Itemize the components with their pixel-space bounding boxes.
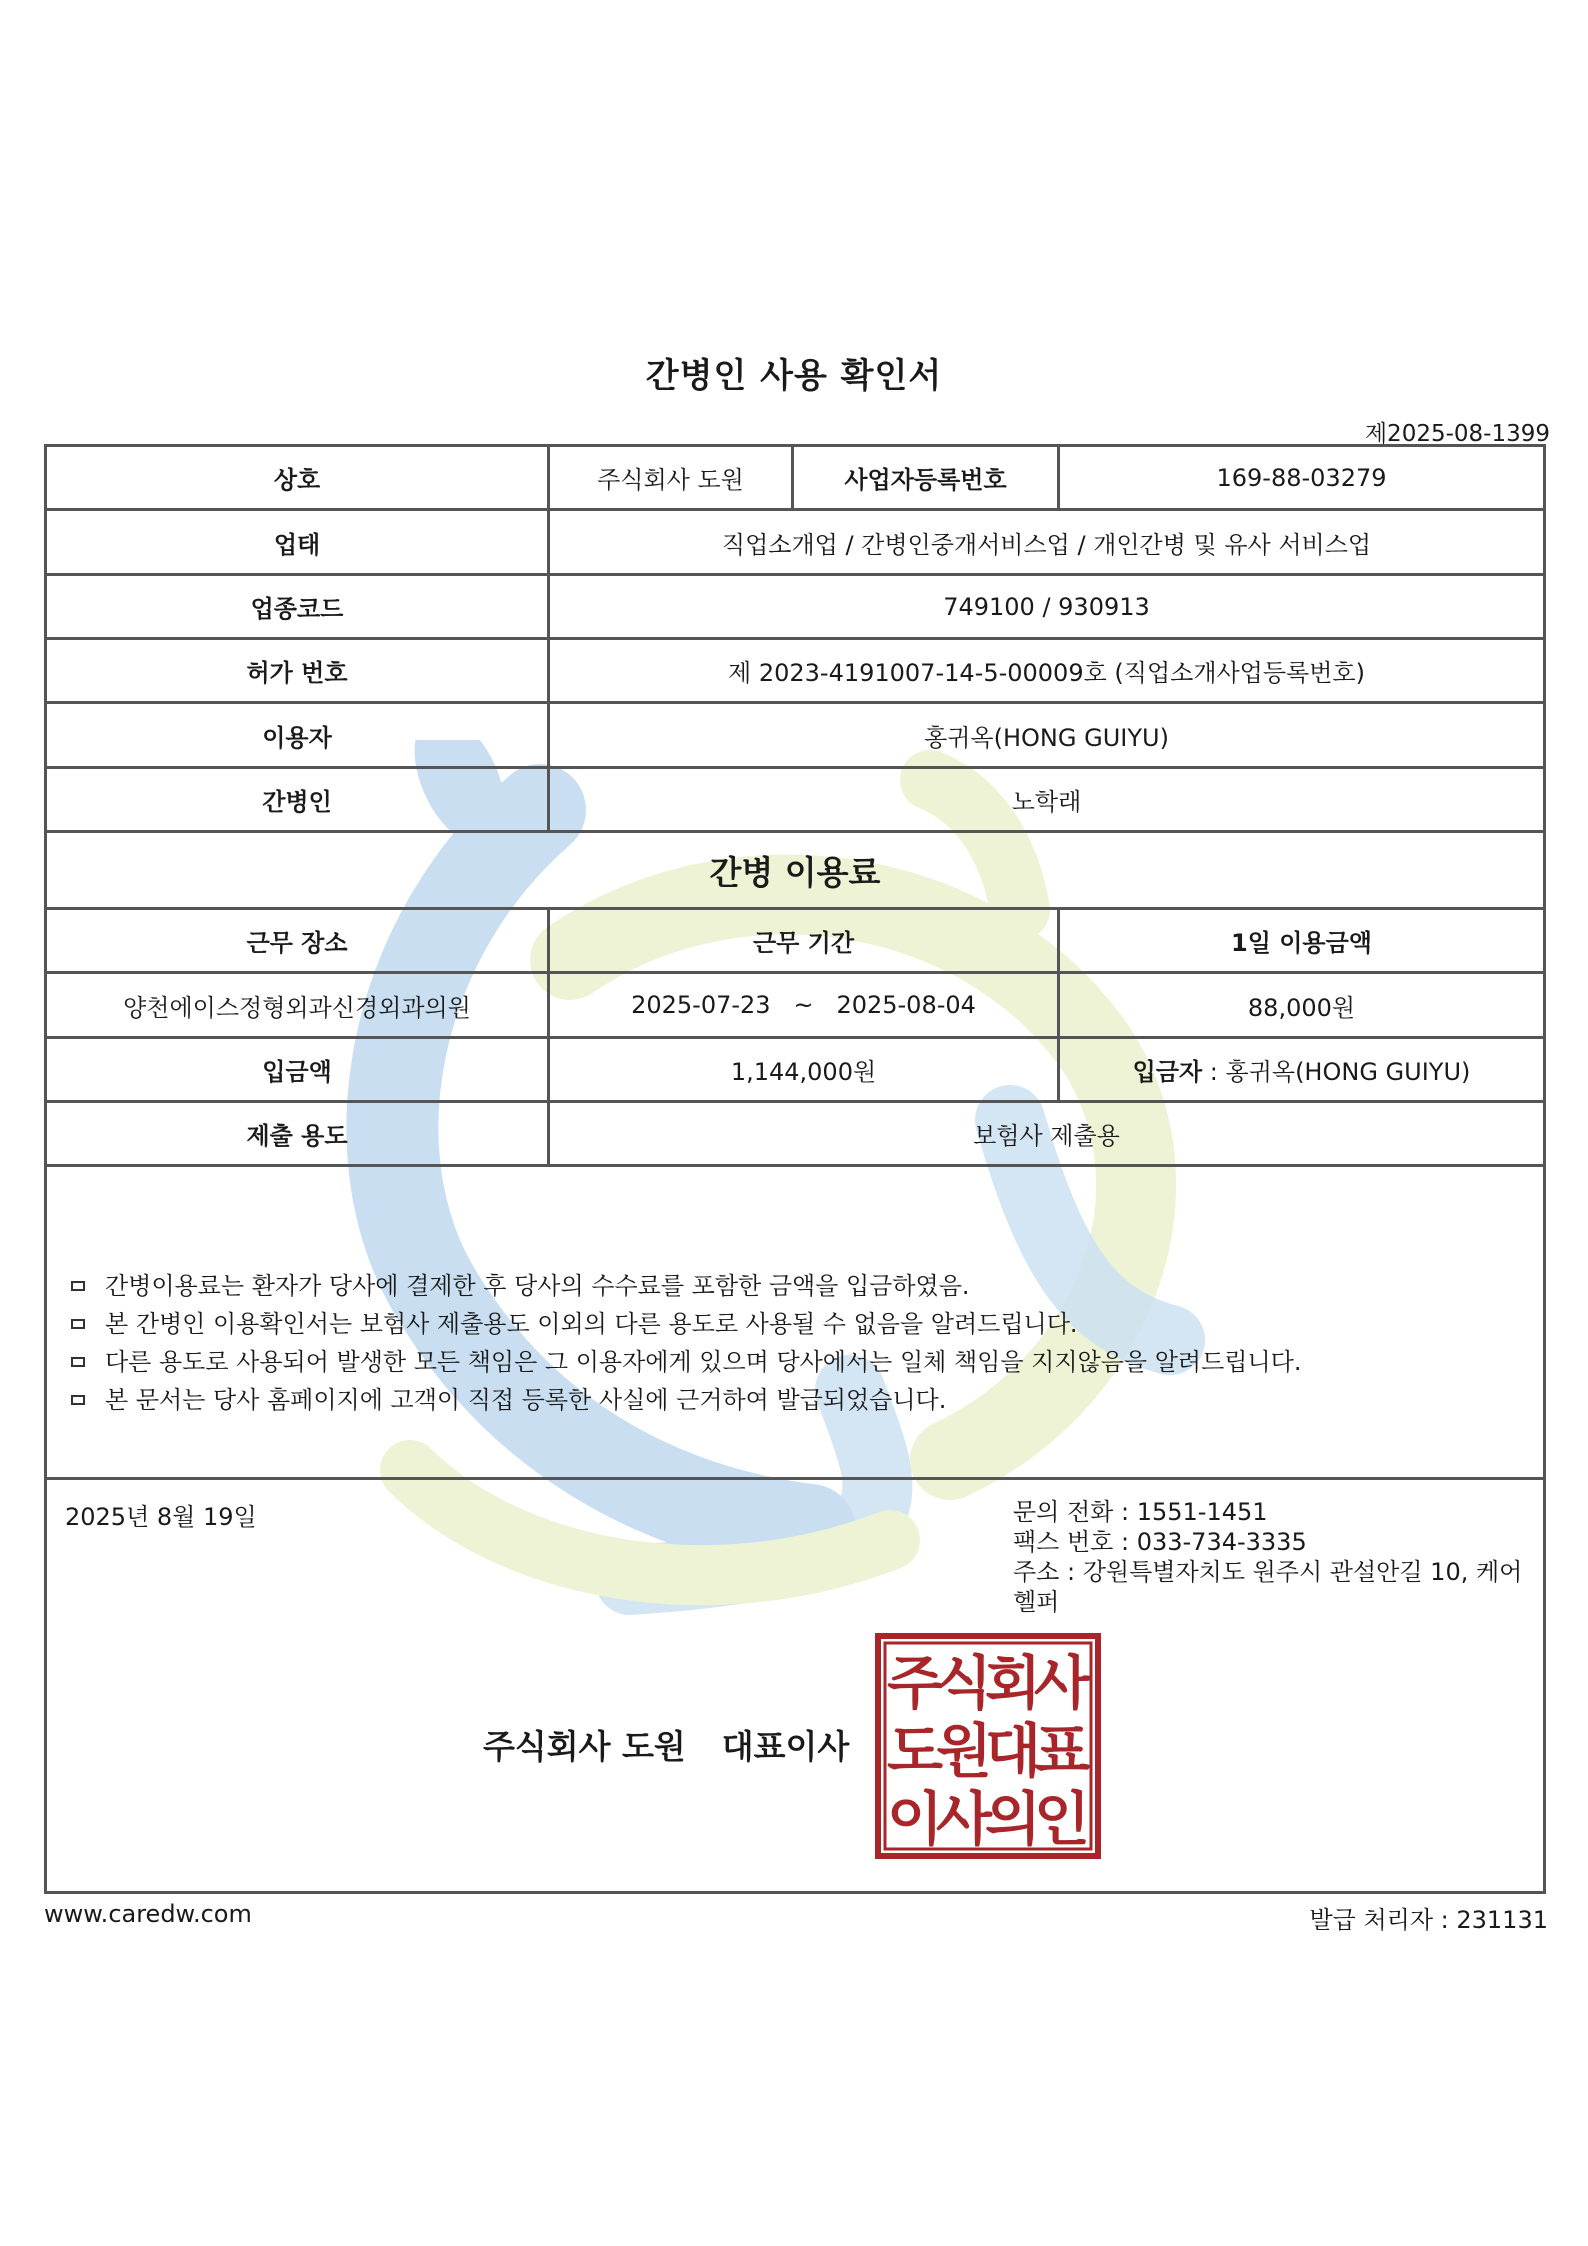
company-seal-icon [875,1633,1101,1859]
svg-text:주: 주 [886,1649,944,1717]
svg-text:대: 대 [984,1717,1042,1785]
caregiver-label: 간병인 [262,788,332,816]
industry-code-value: 749100 / 930913 [547,576,1543,637]
contact-address: 주소 : 강원특별자치도 원주시 관설안길 10, 케어헬퍼 [1013,1558,1523,1616]
company-name-label: 상호 [273,466,321,494]
svg-text:사: 사 [1033,1649,1091,1717]
business-type-value: 직업소개업 / 간병인중개서비스업 / 개인간병 및 유사 서비스업 [547,511,1543,573]
document-number: 제2025-08-1399 [1364,421,1550,447]
biz-reg-value: 169-88-03279 [1057,447,1543,508]
row-industry-code [47,576,1543,640]
svg-text:이: 이 [886,1785,944,1853]
fee-col-period: 근무 기간 [547,910,1057,971]
notes-list [71,1267,1511,1419]
note-item: 다른 용도로 사용되어 발생한 모든 책임은 그 이용자에게 있으며 당사에서는 일체 책임을 지지않음을 알려드립니다. [71,1343,1511,1381]
row-fee-section-title [47,833,1543,910]
fee-daily-value: 88,000원 [1057,974,1543,1036]
deposit-value: 1,144,000원 [547,1039,1057,1100]
page-title: 간병인 사용 확인서 [645,356,943,396]
svg-text:원: 원 [935,1717,993,1785]
depositor-cell [1057,1039,1543,1100]
license-value: 제 2023-4191007-14-5-00009호 (직업소개사업등록번호) [547,640,1543,701]
note-item: 본 문서는 당사 홈페이지에 고객이 직접 등록한 사실에 근거하여 발급되었습니다. [71,1381,1511,1419]
row-caregiver [47,769,1543,833]
note-item: 간병이용료는 환자가 당사에 결제한 후 당사의 수수료를 포함한 금액을 입금하였음. [71,1267,1511,1305]
fee-section-title: 간병 이용료 [709,852,881,892]
industry-code-label: 업종코드 [250,595,344,623]
website-link[interactable]: www.caredw.com [44,1900,252,1928]
caregiver-value: 노학래 [547,769,1543,830]
fee-col-place: 근무 장소 [246,929,348,957]
svg-text:사: 사 [935,1785,993,1853]
svg-text:식: 식 [935,1649,993,1717]
signer-title: 대표이사 [721,1727,850,1766]
row-deposit [47,1039,1543,1103]
user-value: 홍귀옥(HONG GUIYU) [547,704,1543,766]
contact-fax: 팩스 번호 : 033-734-3335 [1013,1528,1307,1556]
depositor-value: : 홍귀옥(HONG GUIYU) [1202,1058,1471,1086]
biz-reg-label: 사업자등록번호 [791,447,1057,508]
issuer-id: 발급 처리자 : 231131 [1309,1906,1548,1934]
svg-text:표: 표 [1033,1717,1091,1785]
signer-company: 주식회사 도원 [483,1727,686,1766]
fee-place-value: 양천에이스정형외과신경외과의원 [123,993,471,1022]
square-bullet-icon [71,1281,85,1291]
contact-info [1013,1497,1543,1617]
document-frame [44,444,1546,1894]
signer-line [483,1721,849,1768]
row-license [47,640,1543,704]
row-purpose [47,1103,1543,1167]
deposit-label: 입금액 [262,1058,332,1086]
svg-text:도: 도 [886,1717,944,1785]
svg-text:의: 의 [984,1785,1042,1853]
company-name-value: 주식회사 도원 [547,447,791,508]
contact-phone: 문의 전화 : 1551-1451 [1013,1498,1268,1526]
row-business-type [47,511,1543,576]
square-bullet-icon [71,1395,85,1405]
license-label: 허가 번호 [246,659,348,687]
square-bullet-icon [71,1319,85,1329]
row-company-name [47,447,1543,511]
svg-text:회: 회 [984,1649,1042,1717]
depositor-label: 입금자 [1132,1058,1203,1086]
square-bullet-icon [71,1357,85,1367]
note-item: 본 간병인 이용확인서는 보험사 제출용도 이외의 다른 용도로 사용될 수 없음을 알려드립니다. [71,1305,1511,1343]
purpose-value: 보험사 제출용 [547,1103,1543,1164]
svg-text:인: 인 [1033,1785,1091,1853]
issue-date: 2025년 8월 19일 [65,1503,257,1531]
business-type-label: 업태 [273,530,321,559]
purpose-label: 제출 용도 [246,1122,348,1150]
row-fee-values [47,974,1543,1039]
fee-period-value: 2025-07-23 ~ 2025-08-04 [547,974,1057,1036]
row-fee-headers [47,910,1543,974]
row-user [47,704,1543,769]
footer-divider [47,1477,1543,1480]
user-label: 이용자 [262,723,332,752]
fee-col-daily: 1일 이용금액 [1057,910,1543,971]
